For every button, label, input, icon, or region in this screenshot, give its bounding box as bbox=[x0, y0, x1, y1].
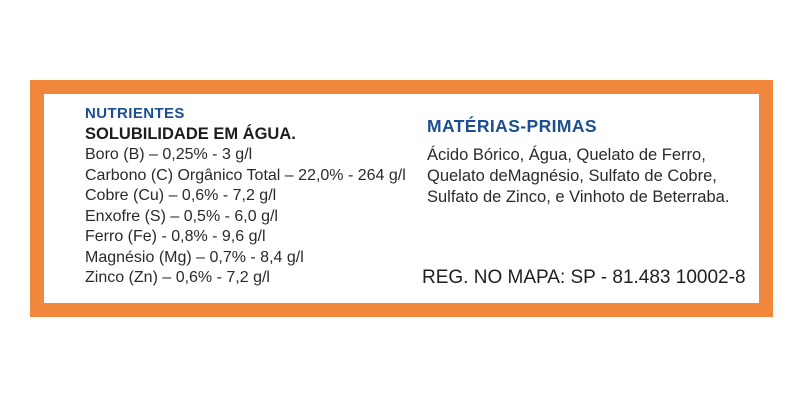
nutrient-item-ferro: Ferro (Fe) - 0,8% - 9,6 g/l bbox=[85, 228, 266, 245]
raw-materials-heading: MATÉRIAS-PRIMAS bbox=[427, 116, 597, 136]
mapa-registration: REG. NO MAPA: SP - 81.483 10002-8 bbox=[422, 267, 746, 288]
nutrient-item-cobre: Cobre (Cu) – 0,6% - 7,2 g/l bbox=[85, 187, 277, 204]
nutrient-item-boro: Boro (B) – 0,25% - 3 g/l bbox=[85, 146, 253, 163]
raw-materials-line: Sulfato de Zinco, e Vinhoto de Beterraba. bbox=[427, 187, 730, 206]
nutrient-item-enxofre: Enxofre (S) – 0,5% - 6,0 g/l bbox=[85, 207, 278, 225]
solubility-heading: SOLUBILIDADE EM ÁGUA. bbox=[85, 125, 296, 143]
nutrients-heading: NUTRIENTES bbox=[85, 105, 185, 122]
nutrient-item-magnesio: Magnésio (Mg) – 0,7% - 8,4 g/l bbox=[85, 248, 304, 266]
nutrients-section bbox=[85, 104, 406, 289]
raw-materials-section bbox=[427, 115, 729, 207]
nutrient-item-carbono: Carbono (C) Orgânico Total – 22,0% - 264 g/l bbox=[85, 166, 406, 184]
nutrient-item-zinco: Zinco (Zn) – 0,6% - 7,2 g/l bbox=[85, 269, 270, 286]
label-border-panel bbox=[30, 80, 773, 317]
raw-materials-line: Ácido Bórico, Água, Quelato de Ferro, bbox=[427, 146, 706, 164]
raw-materials-line: Quelato deMagnésio, Sulfato de Cobre, bbox=[427, 166, 717, 185]
